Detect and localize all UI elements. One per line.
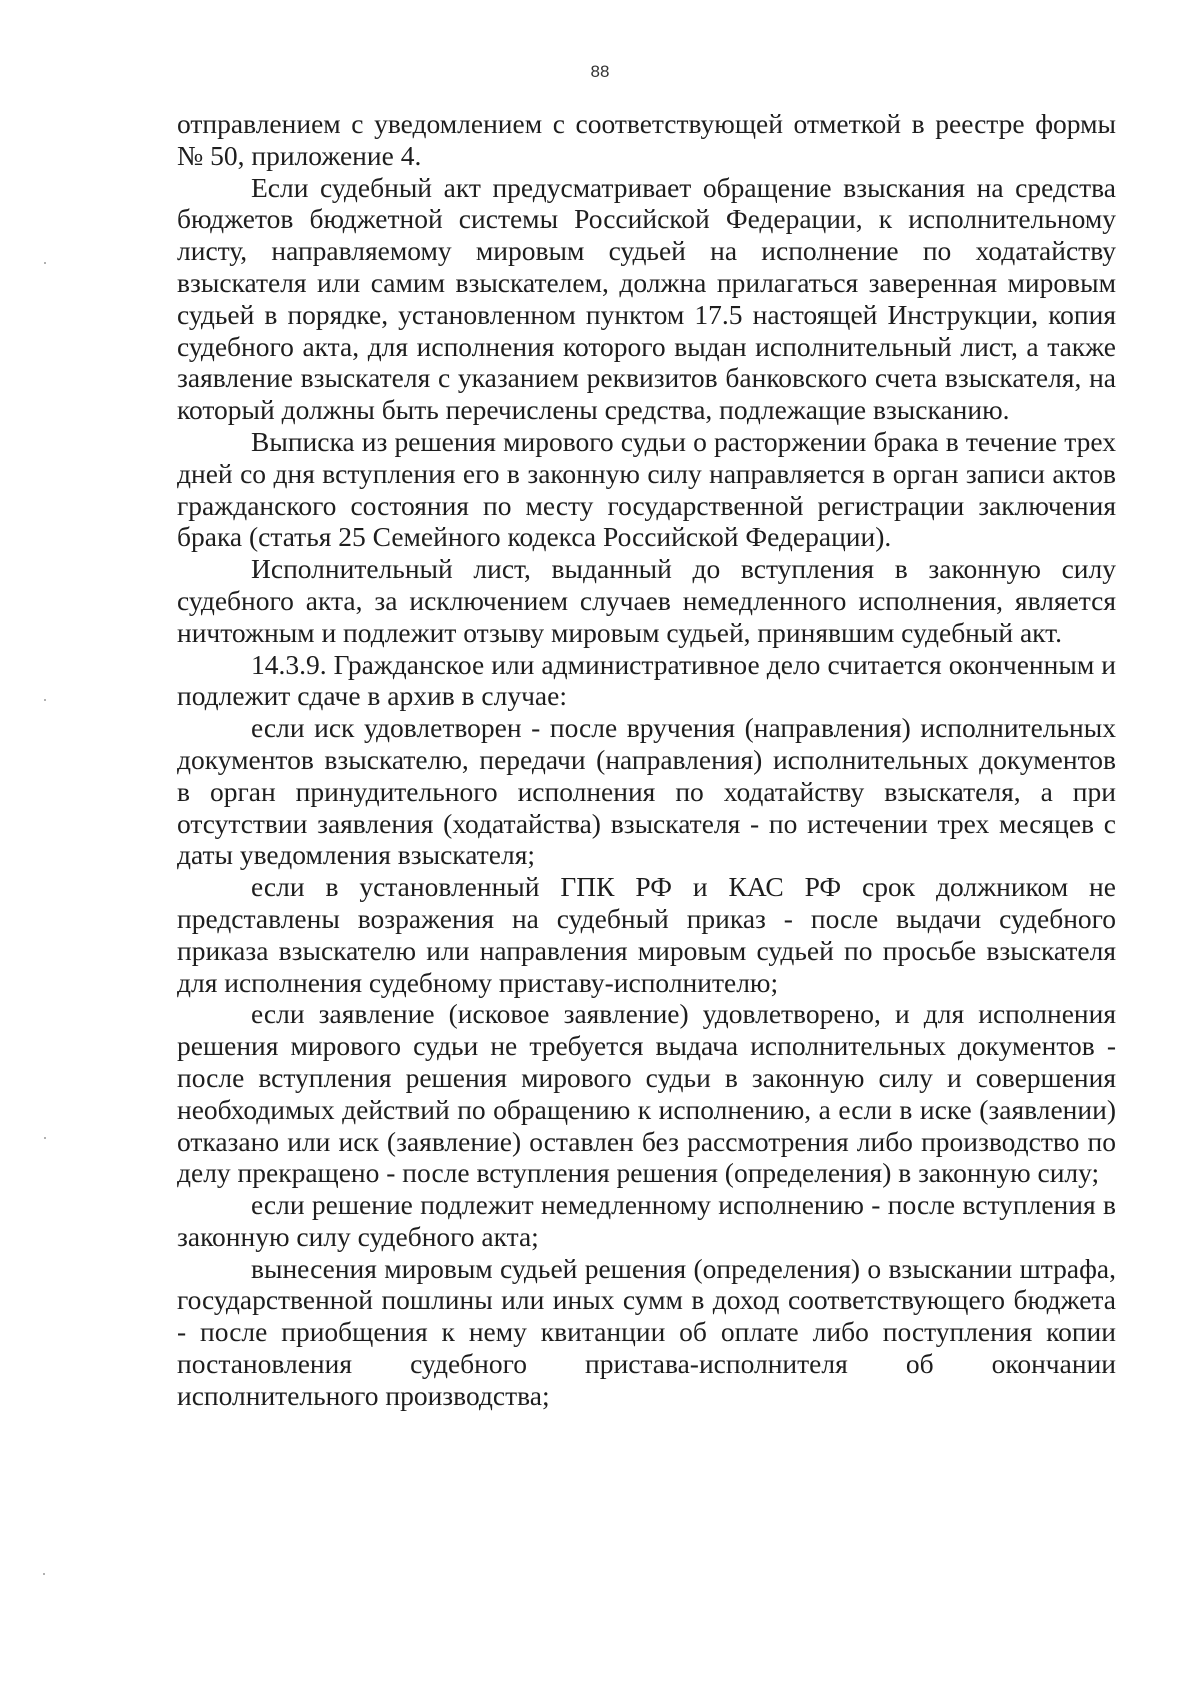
- paragraph-court-order: если в установленный ГПК РФ и КАС РФ срок должником не представлены возражения на судебный приказ - после выдачи судебного приказа взыскателю или направления мировым судьей по просьбе взыскателя для исполнения судебному приставу-исполнителю;: [177, 871, 1116, 998]
- scan-speck: [44, 699, 46, 701]
- paragraph-14-3-9: 14.3.9. Гражданское или административное дело считается оконченным и подлежит сдаче в архив в случае:: [177, 648, 1116, 712]
- paragraph-divorce-extract: Выписка из решения мирового судьи о расторжении брака в течение трех дней со дня вступления его в законную силу направляется в орган записи актов гражданского состояния по месту государственной регистрации заключения брака (статья 25 Семейного кодекса Российской Федерации).: [177, 425, 1116, 553]
- paragraph-budget-enforcement: Если судебный акт предусматривает обращение взыскания на средства бюджетов бюджетной системы Российской Федерации, к исполнительному листу, направляемому мировым судьей на исполнение по ходатайству взыскателя или самим взыскателем, должна прилагаться заверенная мировым судьей в порядке, установленном пунктом 17.5 настоящей Инструкции, копия судебного акта, для исполнения которого выдан исполнительный лист, а также заявление взыскателя с указанием реквизитов банковского счета взыскателя, на который должны быть перечислены средства, подлежащие взысканию.: [177, 171, 1116, 426]
- scan-speck: [44, 1137, 46, 1139]
- document-body: [177, 108, 1116, 1412]
- scan-speck: [44, 262, 46, 264]
- page-number: 88: [590, 62, 610, 81]
- paragraph-writ-void: Исполнительный лист, выданный до вступления в законную силу судебного акта, за исключением случаев немедленного исполнения, является ничтожным и подлежит отзыву мировым судьей, принявшим судебный акт.: [177, 553, 1116, 648]
- paragraph-claim-satisfied: если иск удовлетворен - после вручения (направления) исполнительных документов взыскателю, передачи (направления) исполнительных документов в орган принудительного исполнения по ходатайству взыскателя, а при отсутствии заявления (ходатайства) взыскателя - по истечении трех месяцев с даты уведомления взыскателя;: [177, 712, 1116, 871]
- paragraph-continuation: отправлением с уведомлением с соответствующей отметкой в реестре формы № 50, приложение 4.: [177, 108, 1116, 171]
- paragraph-immediate-execution: если решение подлежит немедленному исполнению - после вступления в законную силу судебного акта;: [177, 1189, 1116, 1252]
- scan-speck: [43, 1573, 45, 1575]
- paragraph-fine-collection: вынесения мировым судьей решения (определения) о взыскании штрафа, государственной пошлины или иных сумм в доход соответствующего бюджета - после приобщения к нему квитанции об оплате либо поступления копии постановления судебного пристава-исполнителя об окончании исполнительного производства;: [177, 1252, 1116, 1411]
- paragraph-statement-satisfied: если заявление (исковое заявление) удовлетворено, и для исполнения решения мирового судьи не требуется выдача исполнительных документов - после вступления решения мирового судьи в законную силу и совершения необходимых действий по обращению к исполнению, а если в иске (заявлении) отказано или иск (заявление) оставлен без рассмотрения либо производство по делу прекращено - после вступления решения (определения) в законную силу;: [177, 998, 1116, 1189]
